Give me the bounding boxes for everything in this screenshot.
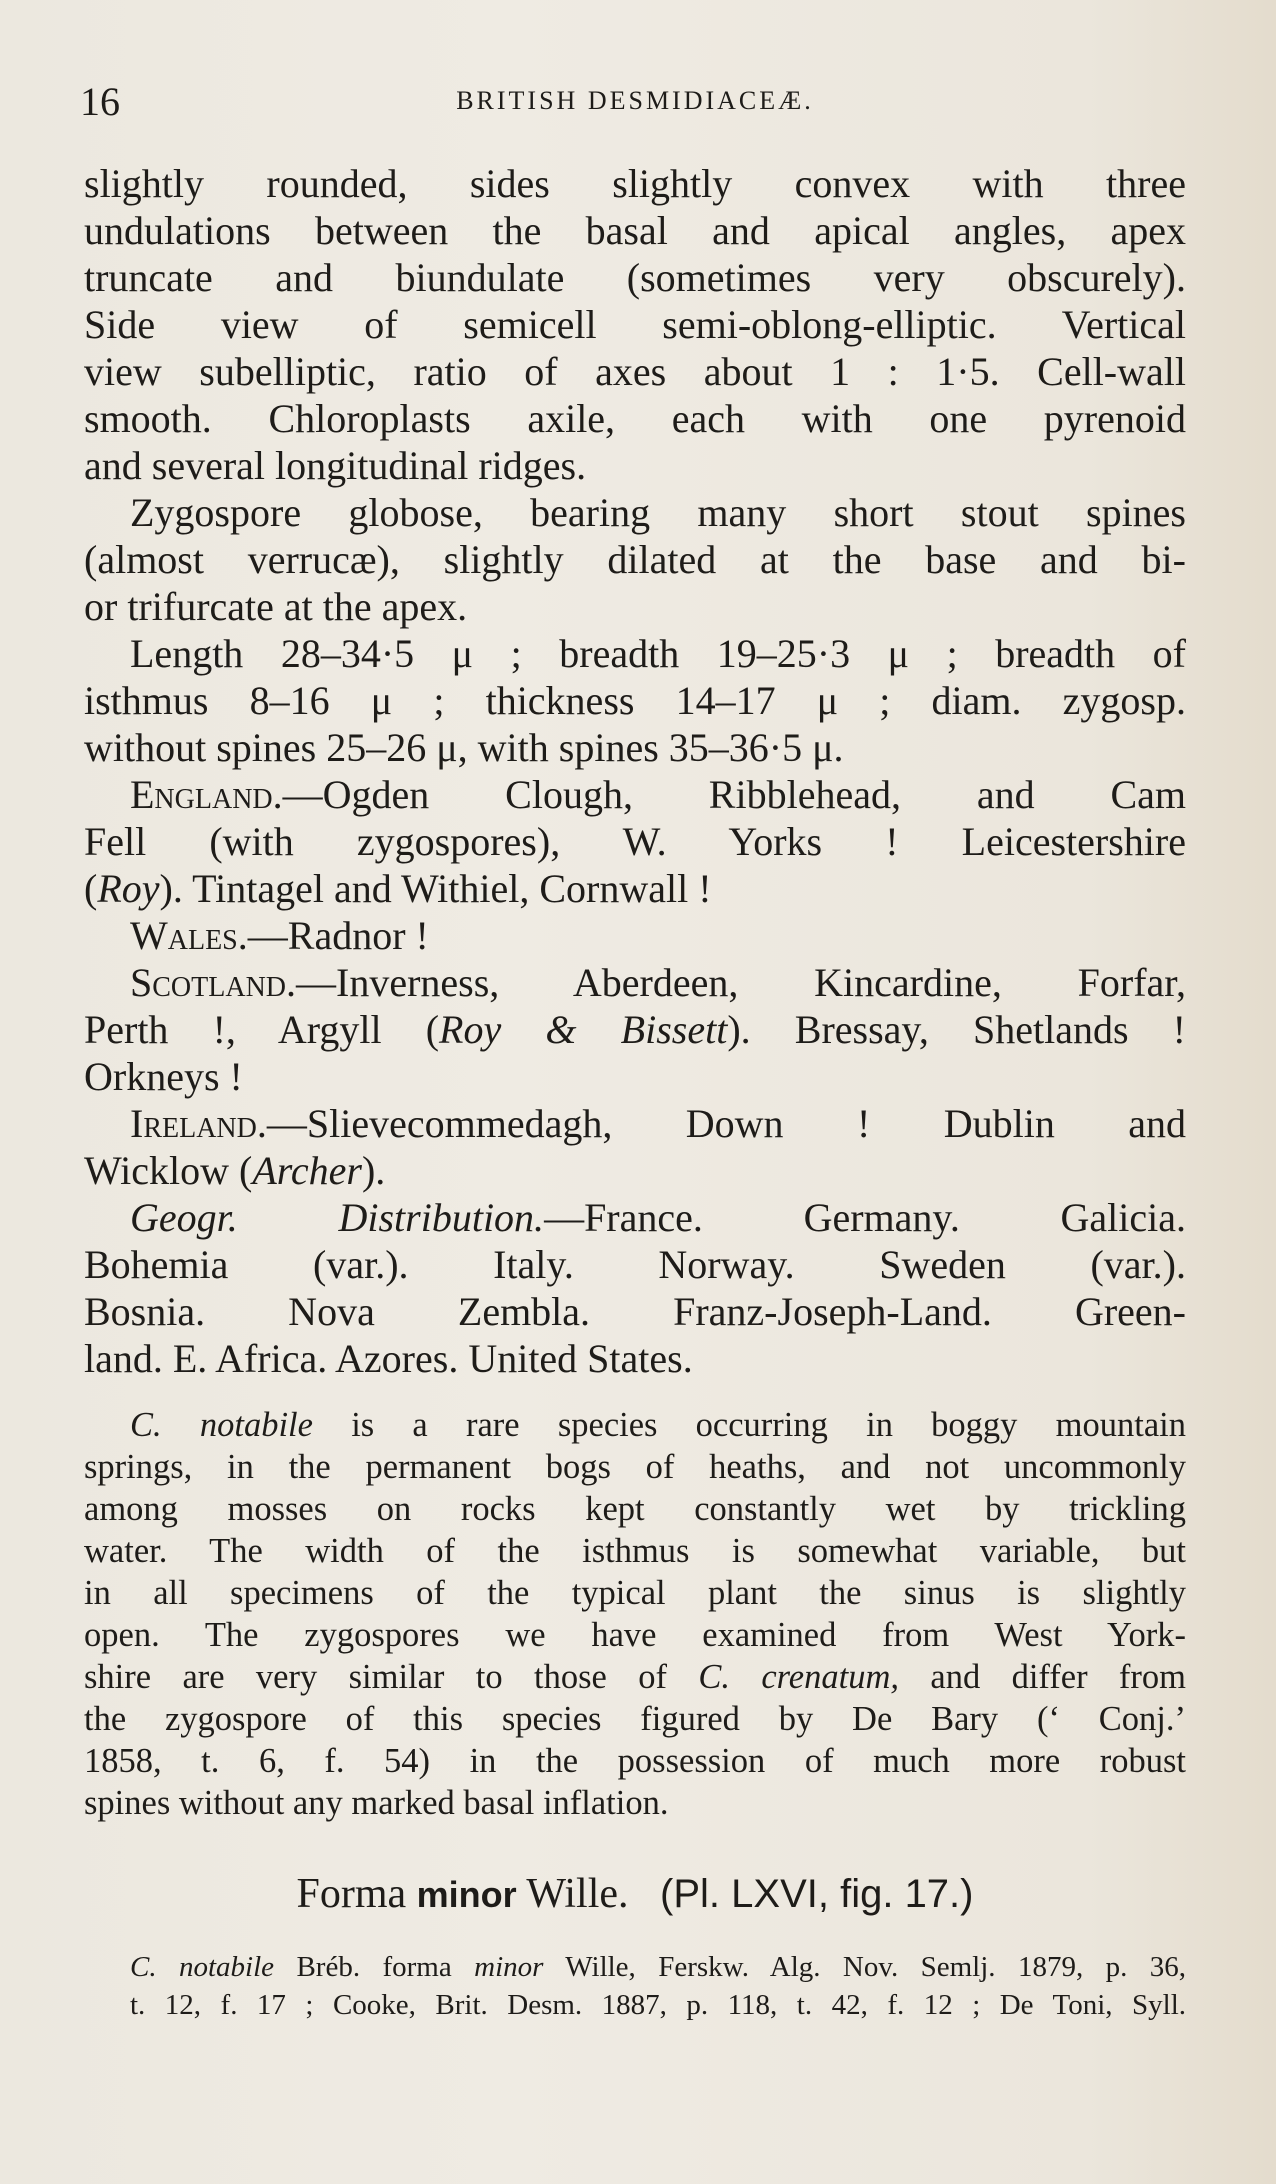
text-line: Fell (with zygospores), W. Yorks ! Leicestershire [84, 819, 1186, 864]
region-label: England. [130, 772, 283, 817]
text-line: t. 12, f. 17 ; Cooke, Brit. Desm. 1887, p. 118, t. 42, f. 12 ; De Toni, Syll. [130, 1989, 1186, 2021]
text-line: Side view of semicell semi-oblong-elliptic. Vertical [84, 302, 1186, 347]
text-line: Zygospore globose, bearing many short stout spines [130, 490, 1186, 535]
scotland-distribution [84, 959, 1186, 1100]
text-line [84, 771, 1186, 818]
text-span: shire are very similar to those of [84, 1658, 699, 1696]
text-line: water. The width of the isthmus is somewhat variable, but [84, 1532, 1186, 1570]
text-span: Perth !, Argyll ( [84, 1007, 440, 1052]
text-span: ). Tintagel and Withiel, Cornwall ! [159, 866, 712, 911]
text-span: —Radnor ! [247, 913, 429, 958]
england-distribution [84, 771, 1186, 912]
text-line: or trifurcate at the apex. [84, 584, 468, 629]
collector-name: Archer [252, 1148, 362, 1193]
zygospore-paragraph [84, 489, 1186, 630]
text-span: ). Bressay, Shetlands ! [727, 1007, 1186, 1052]
species-name: C. notabile [130, 1951, 275, 1983]
text-line: Bosnia. Nova Zembla. Franz-Joseph-Land. Green- [84, 1289, 1186, 1334]
description-paragraph [84, 160, 1186, 489]
text-line: among mosses on rocks kept constantly wet by trickling [84, 1490, 1186, 1528]
text-line: view subelliptic, ratio of axes about 1 : 1·5. Cell-wall [84, 349, 1186, 394]
ireland-distribution [84, 1100, 1186, 1194]
text-line: slightly rounded, sides slightly convex with three [84, 161, 1186, 206]
text-line: isthmus 8–16 μ ; thickness 14–17 μ ; diam. zygosp. [84, 678, 1186, 723]
text-span: —Inverness, Aberdeen, Kincardine, Forfar, [296, 960, 1186, 1005]
text-line [84, 1948, 1186, 1986]
region-label: Wales. [130, 913, 248, 958]
text-span: Wicklow ( [84, 1148, 253, 1193]
wales-distribution [84, 912, 1186, 959]
text-line: Bohemia (var.). Italy. Norway. Sweden (var.). [84, 1242, 1186, 1287]
text-line: Orkneys ! [84, 1054, 243, 1099]
text-span: —France. Germany. Galicia. [544, 1195, 1187, 1240]
text-span: —Ogden Clough, Ribblehead, and Cam [282, 772, 1186, 817]
plate-reference: (Pl. LXVI, fig. 17.) [660, 1872, 974, 1916]
text-span: is a rare species occurring in boggy mountain [312, 1406, 1186, 1444]
text-line: in all specimens of the typical plant the sinus is slightly [84, 1574, 1186, 1612]
geographic-distribution [84, 1194, 1186, 1382]
text-span: and differ from [899, 1658, 1186, 1696]
page-header [80, 78, 1190, 128]
text-line [84, 1656, 1186, 1698]
text-line [84, 865, 1186, 912]
text-line [84, 1404, 1186, 1446]
region-label: Ireland. [130, 1101, 267, 1146]
text-line: open. The zygospores we have examined from West York- [84, 1616, 1186, 1654]
collector-name: Roy [97, 866, 160, 911]
text-line: Length 28–34·5 μ ; breadth 19–25·3 μ ; breadth of [130, 631, 1186, 676]
text-line [84, 912, 1186, 959]
note-paragraph [84, 1404, 1186, 1824]
text-line: the zygospore of this species figured by De Bary (‘ Conj.’ [84, 1700, 1186, 1738]
text-line [84, 959, 1186, 1006]
text-span: —Slievecommedagh, Down ! Dublin and [266, 1101, 1186, 1146]
text-line: and several longitudinal ridges. [84, 443, 587, 488]
species-name: C. crenatum, [698, 1658, 899, 1696]
species-name: C. notabile [130, 1406, 313, 1444]
text-line [84, 1006, 1186, 1053]
text-span: Bréb. forma [274, 1951, 475, 1983]
region-label: Scotland. [130, 960, 297, 1005]
text-line: springs, in the permanent bogs of heaths, and not uncommonly [84, 1448, 1186, 1486]
text-span: Wille, Ferskw. Alg. Nov. Semlj. 1879, p. 36, [543, 1951, 1186, 1983]
synonymy-paragraph [84, 1948, 1186, 2024]
text-line: spines without any marked basal inflation. [84, 1784, 669, 1822]
running-title: BRITISH DESMIDIACEÆ. [456, 86, 814, 115]
forma-name: minor [474, 1951, 544, 1983]
text-line: smooth. Chloroplasts axile, each with one pyrenoid [84, 396, 1186, 441]
page-number: 16 [80, 79, 120, 124]
page-body [84, 160, 1186, 2024]
forma-heading [84, 1864, 1186, 1924]
text-line: (almost verrucæ), slightly dilated at the base and bi- [84, 537, 1186, 582]
text-line: without spines 25–26 μ, with spines 35–36·5 μ. [84, 725, 844, 770]
text-line: land. E. Africa. Azores. United States. [84, 1336, 693, 1381]
measurements-paragraph [84, 630, 1186, 771]
text-line [84, 1147, 1186, 1194]
collector-name: Roy & Bissett [439, 1007, 728, 1052]
forma-name: minor [416, 1874, 517, 1915]
text-line: truncate and biundulate (sometimes very obscurely). [84, 255, 1186, 300]
text-line: undulations between the basal and apical angles, apex [84, 208, 1186, 253]
text-span: Forma [296, 1871, 417, 1917]
text-line [84, 1194, 1186, 1241]
text-span: ( [84, 866, 98, 911]
text-line: 1858, t. 6, f. 54) in the possession of much more robust [84, 1742, 1186, 1780]
text-line [84, 1100, 1186, 1147]
section-label: Geogr. Distribution. [130, 1195, 545, 1240]
text-span: Wille. [516, 1871, 629, 1917]
text-span: ). [361, 1148, 386, 1193]
